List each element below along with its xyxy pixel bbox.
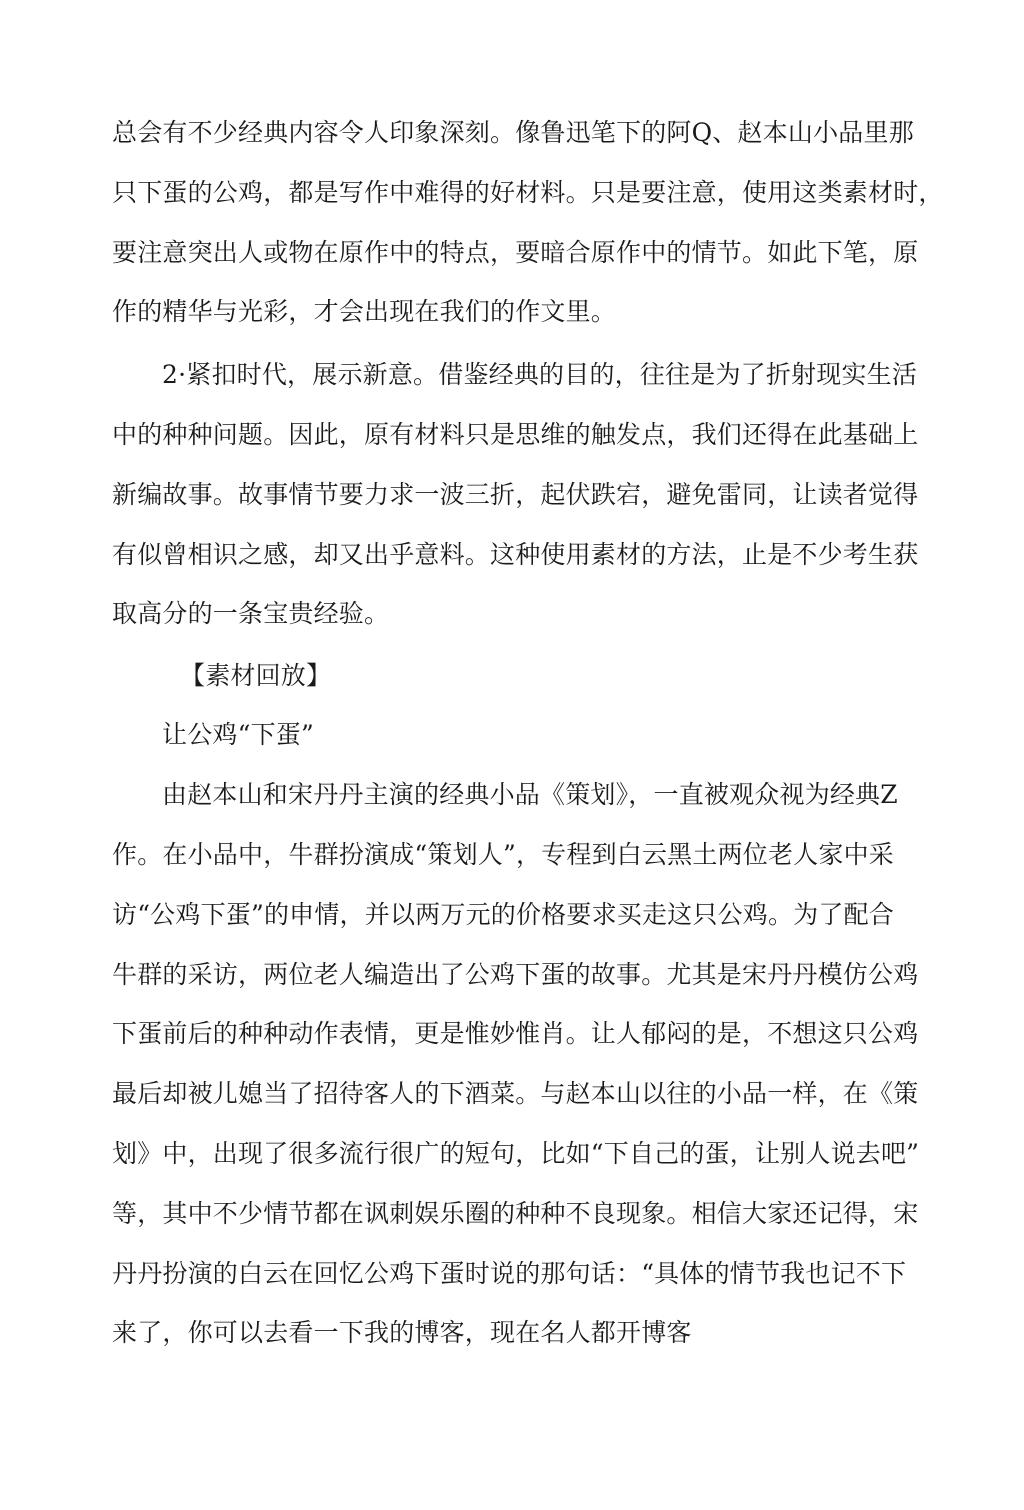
paragraph-line: 新编故事。故事情节要力求一波三折，起伏跌宕，避免雷同，让读者觉得 <box>112 480 919 509</box>
paragraph-line: 访“公鸡下蛋”的申情，并以两万元的价格要求买走这只公鸡。为了配合 <box>112 900 894 929</box>
paragraph-line: 有似曾相识之感，却又出乎意料。这种使用素材的方法，止是不少考生获 <box>112 540 919 569</box>
paragraph-line: 最后却被儿媳当了招待客人的下酒菜。与赵本山以往的小品一样，在《策 <box>112 1079 919 1108</box>
section-heading: 【素材回放】 <box>180 661 332 690</box>
paragraph-line: 作的精华与光彩，才会出现在我们的作文里。 <box>112 297 617 326</box>
paragraph-line: 总会有不少经典内容令人印象深刻。像鲁迅笔下的阿Q、赵本山小品里那 <box>112 118 914 147</box>
paragraph-line: 下蛋前后的种种动作表情，更是惟妙惟肖。让人郁闷的是，不想这只公鸡 <box>112 1019 919 1048</box>
paragraph-line: 要注意突出人或物在原作中的特点，要暗合原作中的情节。如此下笔，原 <box>112 238 919 267</box>
paragraph-line: 中的种种问题。因此，原有材料只是思维的触发点，我们还得在此基础上 <box>112 420 919 449</box>
paragraph-line: 划》中，出现了很多流行很广的短句，比如“下自己的蛋，让别人说去吧” <box>112 1139 920 1168</box>
paragraph-line: 只下蛋的公鸡，都是写作中难得的好材料。只是要注意，使用这类素材时， <box>112 178 944 207</box>
subtitle: 让公鸡“下蛋” <box>162 720 314 749</box>
paragraph-line: 作。在小品中，牛群扮演成“策划人”，专程到白云黑土两位老人家中采 <box>112 840 894 869</box>
paragraph-line: 由赵本山和宋丹丹主演的经典小品《策划》，一直被观众视为经典Z <box>162 780 898 809</box>
paragraph-line: 来了，你可以去看一下我的博客，现在名人都开博客 <box>112 1318 692 1347</box>
paragraph-line: 取高分的一条宝贵经验。 <box>112 599 390 628</box>
paragraph-line: 等，其中不少情节都在讽刺娱乐圈的种种不良现象。相信大家还记得，宋 <box>112 1199 919 1228</box>
paragraph-line: 丹丹扮演的白云在回忆公鸡下蛋时说的那句话：“具体的情节我也记不下 <box>112 1259 907 1288</box>
paragraph-line: 2·紧扣时代，展示新意。借鉴经典的目的，往往是为了折射现实生活 <box>162 360 918 389</box>
paragraph-line: 牛群的采访，两位老人编造出了公鸡下蛋的故事。尤其是宋丹丹模仿公鸡 <box>112 960 919 989</box>
